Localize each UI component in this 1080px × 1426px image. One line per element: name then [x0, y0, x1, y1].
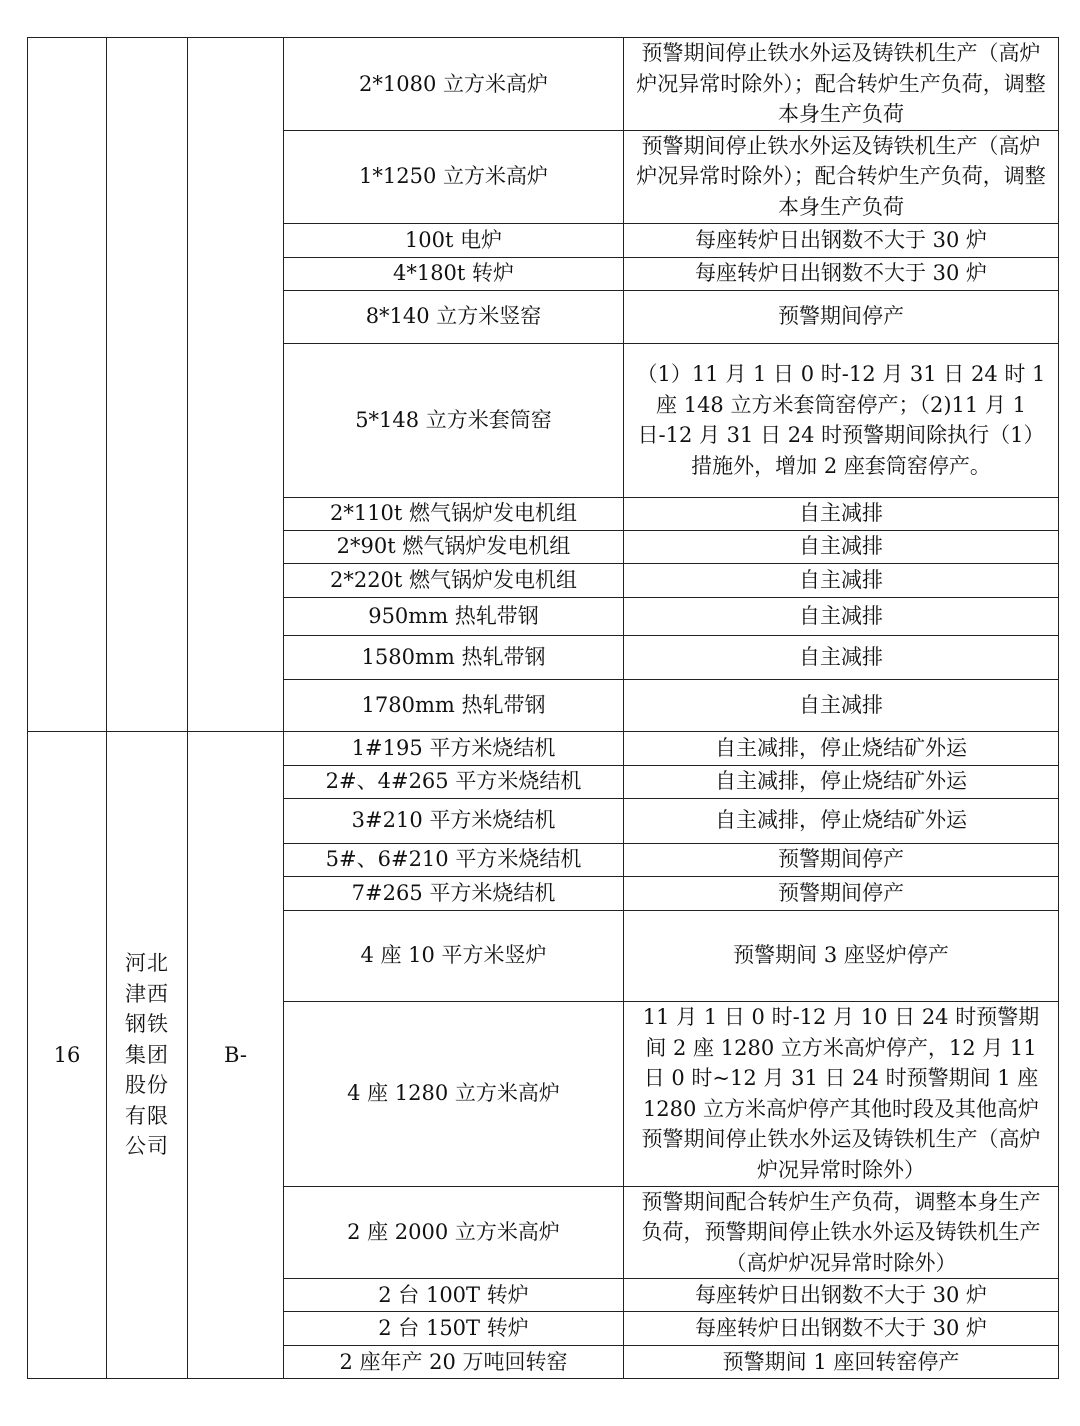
facility-cell: 2#、4#265 平方米烧结机: [284, 765, 624, 798]
measure-cell: 预警期间停止铁水外运及铸铁机生产（高炉炉况异常时除外）；配合转炉生产负荷，调整本身生产负荷: [624, 130, 1059, 223]
measure-cell: 预警期间停产: [624, 843, 1059, 876]
table-row: [28, 731, 1059, 765]
continued-level-cell: [188, 38, 284, 732]
continued-company-cell: [107, 38, 188, 732]
measure-cell: （1）11 月 1 日 0 时-12 月 31 日 24 时 1 座 148 立方米套筒窑停产；（2)11 月 1 日-12 月 31 日 24 时预警期间除执行（1）措施外，增加 2 座套筒窑停产。: [624, 343, 1059, 497]
measure-cell: 预警期间停产: [624, 290, 1059, 343]
facility-cell: 2*90t 燃气锅炉发电机组: [284, 530, 624, 563]
facility-cell: 5*148 立方米套筒窑: [284, 343, 624, 497]
measure-cell: 自主减排: [624, 597, 1059, 635]
measure-cell: 每座转炉日出钢数不大于 30 炉: [624, 223, 1059, 257]
facility-cell: 4 座 10 平方米竖炉: [284, 910, 624, 1001]
measure-cell: 预警期间配合转炉生产负荷，调整本身生产负荷，预警期间停止铁水外运及铸铁机生产（高炉炉况异常时除外）: [624, 1186, 1059, 1279]
measure-cell: 自主减排: [624, 635, 1059, 679]
measure-cell: 自主减排: [624, 497, 1059, 530]
facility-cell: 2*1080 立方米高炉: [284, 38, 624, 131]
facility-cell: 100t 电炉: [284, 223, 624, 257]
facility-cell: 2 台 100T 转炉: [284, 1279, 624, 1312]
serial-number-cell: 16: [28, 731, 107, 1379]
measure-cell: 每座转炉日出钢数不大于 30 炉: [624, 257, 1059, 290]
measure-cell: 自主减排，停止烧结矿外运: [624, 765, 1059, 798]
measure-cell: 预警期间 3 座竖炉停产: [624, 910, 1059, 1001]
measure-cell: 预警期间停止铁水外运及铸铁机生产（高炉炉况异常时除外）；配合转炉生产负荷，调整本身生产负荷: [624, 38, 1059, 131]
facility-cell: 1580mm 热轧带钢: [284, 635, 624, 679]
facility-cell: 4*180t 转炉: [284, 257, 624, 290]
facility-cell: 1#195 平方米烧结机: [284, 731, 624, 765]
facility-cell: 1*1250 立方米高炉: [284, 130, 624, 223]
measure-cell: 11 月 1 日 0 时-12 月 10 日 24 时预警期间 2 座 1280 立方米高炉停产，12 月 11 日 0 时~12 月 31 日 24 时预警期间 1 座 1280 立方米高炉停产其他时段及其他高炉预警期间停止铁水外运及铸铁机生产（高炉炉况异常时除外）: [624, 1001, 1059, 1186]
facility-cell: 2 座年产 20 万吨回转窑: [284, 1346, 624, 1379]
measure-cell: 每座转炉日出钢数不大于 30 炉: [624, 1312, 1059, 1346]
measure-cell: 自主减排: [624, 530, 1059, 563]
facility-cell: 2*110t 燃气锅炉发电机组: [284, 497, 624, 530]
facility-cell: 1780mm 热轧带钢: [284, 679, 624, 731]
measure-cell: 自主减排，停止烧结矿外运: [624, 798, 1059, 843]
measure-cell: 预警期间停产: [624, 876, 1059, 910]
company-name-cell: 河北津西钢铁集团股份有限公司: [107, 731, 188, 1379]
facility-cell: 950mm 热轧带钢: [284, 597, 624, 635]
facility-cell: 3#210 平方米烧结机: [284, 798, 624, 843]
facility-cell: 7#265 平方米烧结机: [284, 876, 624, 910]
facility-cell: 4 座 1280 立方米高炉: [284, 1001, 624, 1186]
measure-cell: 自主减排: [624, 679, 1059, 731]
measure-cell: 自主减排: [624, 563, 1059, 597]
table-row: [28, 38, 1059, 131]
facility-cell: 2 座 2000 立方米高炉: [284, 1186, 624, 1279]
facility-cell: 5#、6#210 平方米烧结机: [284, 843, 624, 876]
emission-measures-table: [27, 37, 1059, 1379]
performance-level-cell: B-: [188, 731, 284, 1379]
measure-cell: 每座转炉日出钢数不大于 30 炉: [624, 1279, 1059, 1312]
facility-cell: 8*140 立方米竖窑: [284, 290, 624, 343]
measure-cell: 预警期间 1 座回转窑停产: [624, 1346, 1059, 1379]
continued-number-cell: [28, 38, 107, 732]
measure-cell: 自主减排，停止烧结矿外运: [624, 731, 1059, 765]
facility-cell: 2 台 150T 转炉: [284, 1312, 624, 1346]
facility-cell: 2*220t 燃气锅炉发电机组: [284, 563, 624, 597]
